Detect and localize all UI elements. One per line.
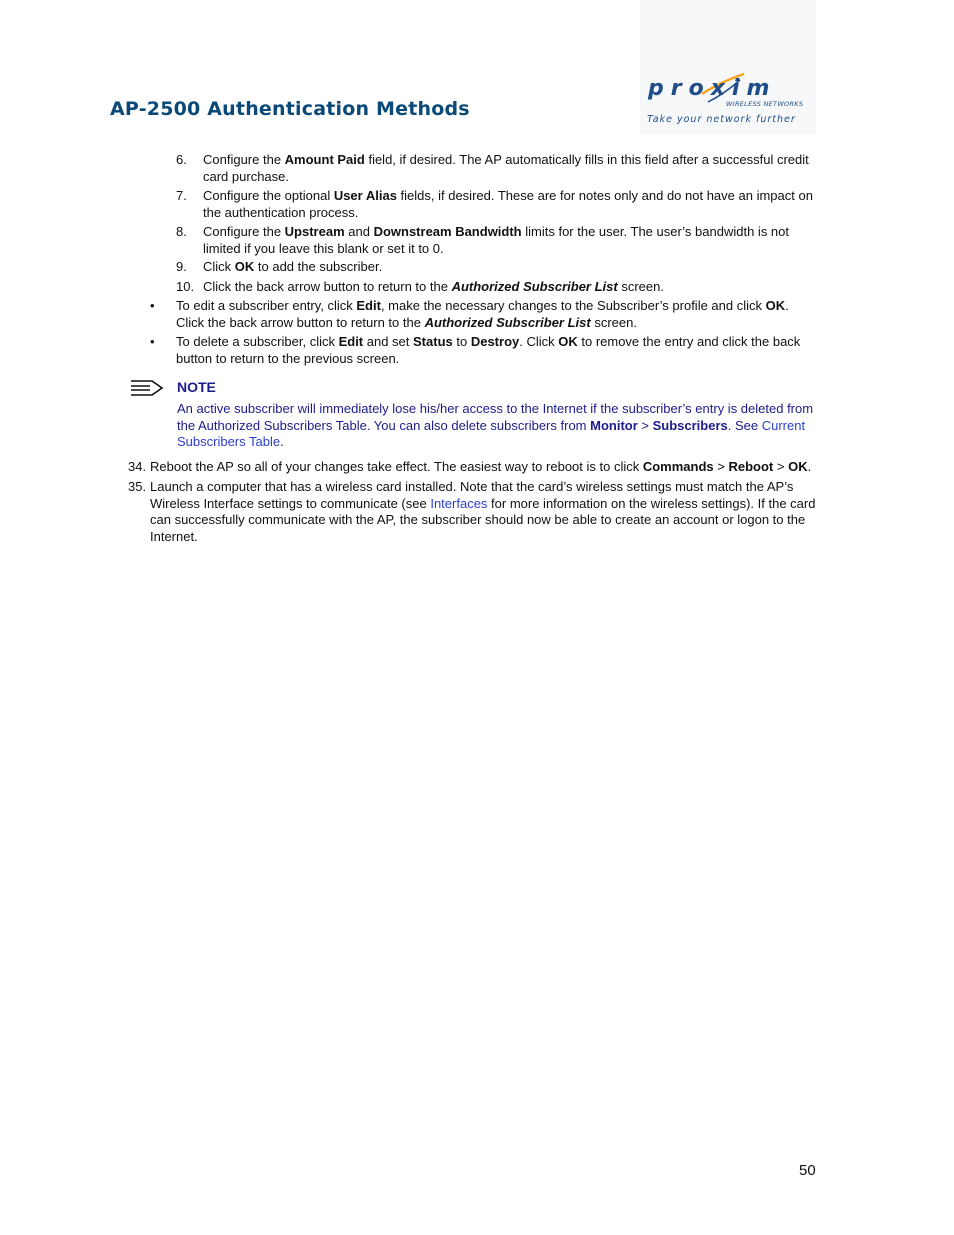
note-body: An active subscriber will immediately lose his/her access to the Internet if the subscriber’s entry is deleted from the Authorized Subscribers Table. You can also delete subscribers from Monitor > Subscribers. See Current Subscribers Table. xyxy=(177,401,814,450)
current-subscribers-table-link[interactable]: Current Subscribers Table xyxy=(177,417,806,450)
page-title: AP-2500 Authentication Methods xyxy=(110,98,470,120)
logo-tagline: Take your network further xyxy=(647,114,796,125)
logo-subtitle: WIRELESS NETWORKS xyxy=(726,100,804,108)
note-icon xyxy=(130,379,164,397)
interfaces-link[interactable]: Interfaces xyxy=(430,495,488,511)
note-heading: NOTE xyxy=(177,379,216,395)
logo-wordmark: proxim xyxy=(648,76,777,101)
page-number: 50 xyxy=(799,1162,816,1179)
proxim-logo xyxy=(640,0,816,134)
